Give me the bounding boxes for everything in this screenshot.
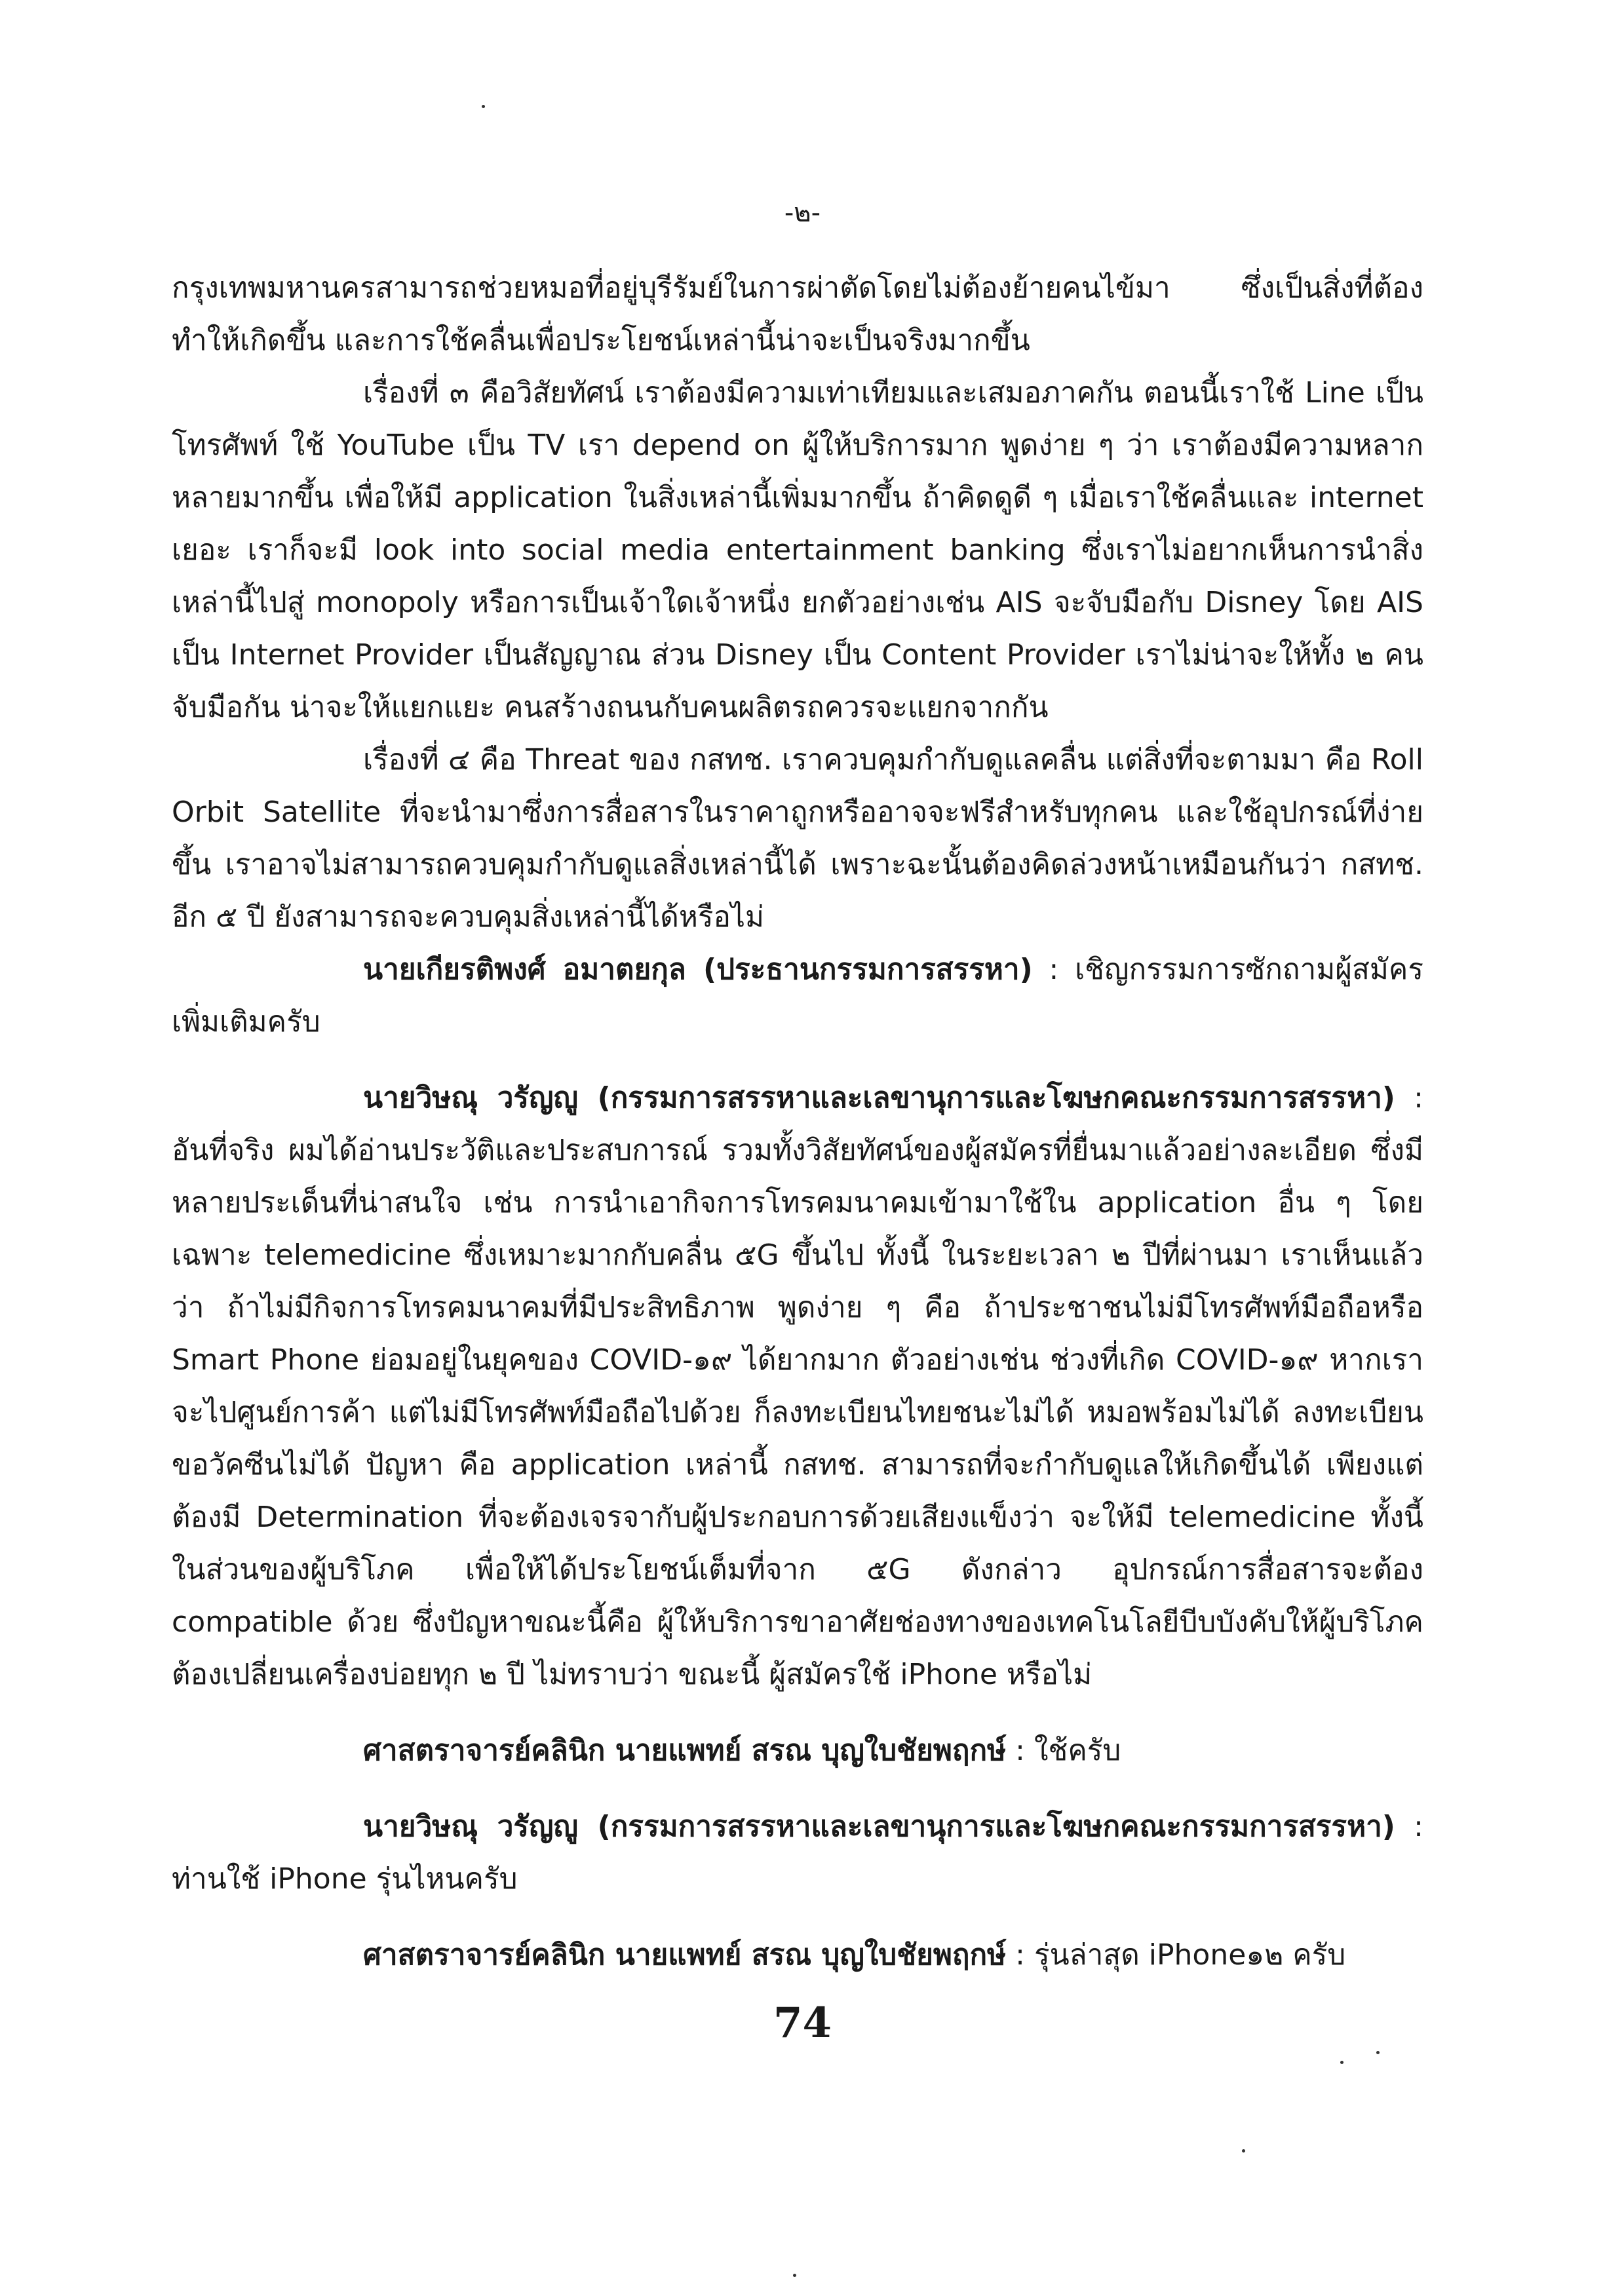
paragraph-text: เรื่องที่ ๔ คือ Threat ของ กสทช. เราควบคุมกำกับดูแลคลื่น แต่สิ่งที่จะตามมา คือ Roll Orbit Satellite ที่จะนำมาซึ่งการสื่อสารในราคาถูกหรืออาจจะฟรีสำหรับทุกคน และใช้อุปกรณ์ที่ง่ายขึ้น เราอาจไม่สามารถควบคุมกำกับดูแลสิ่งเหล่านี้ได้ เพราะฉะนั้นต้องคิดล่วงหน้าเหมือนกันว่า กสทช. อีก ๕ ปี ยังสามารถจะควบคุมสิ่งเหล่านี้ได้หรือไม่	[172, 743, 1423, 934]
speaker-name: นายเกียรติพงศ์ อมาตยกุล (ประธานกรรมการสรรหา)	[363, 953, 1033, 986]
speaker-statement: : อันที่จริง ผมได้อ่านประวัติและประสบการณ์ รวมทั้งวิสัยทัศน์ของผู้สมัครที่ยื่นมาแล้วอย่างละเอียด ซึ่งมีหลายประเด็นที่น่าสนใจ เช่น การนำเอากิจการโทรคมนาคมเข้ามาใช้ใน application อื่น ๆ โดยเฉพาะ telemedicine ซึ่งเหมาะมากกับคลื่น ๕G ขึ้นไป ทั้งนี้ ในระยะเวลา ๒ ปีที่ผ่านมา เราเห็นแล้วว่า ถ้าไม่มีกิจการโทรคมนาคมที่มีประสิทธิภาพ พูดง่าย ๆ คือ ถ้าประชาชนไม่มีโทรศัพท์มือถือหรือ Smart Phone ย่อมอยู่ในยุคของ COVID-๑๙ ได้ยากมาก ตัวอย่างเช่น ช่วงที่เกิด COVID-๑๙ หากเราจะไปศูนย์การค้า แต่ไม่มีโทรศัพท์มือถือไปด้วย ก็ลงทะเบียนไทยชนะไม่ได้ หมอพร้อมไม่ได้ ลงทะเบียนขอวัคซีนไม่ได้ ปัญหา คือ application เหล่านี้ กสทช. สามารถที่จะกำกับดูแลให้เกิดขึ้นได้ เพียงแต่ต้องมี Determination ที่จะต้องเจรจากับผู้ประกอบการด้วยเสียงแข็งว่า จะให้มี telemedicine ทั้งนี้ ในส่วนของผู้บริโภค เพื่อให้ได้ประโยชน์เต็มที่จาก ๕G ดังกล่าว อุปกรณ์การสื่อสารจะต้อง compatible ด้วย ซึ่งปัญหาขณะนี้คือ ผู้ให้บริการขาอาศัยช่องทางของเทคโนโลยีบีบบังคับให้ผู้บริโภคต้องเปลี่ยนเครื่องบ่อยทุก ๒ ปี ไม่ทราบว่า ขณะนี้ ผู้สมัครใช้ iPhone หรือไม่	[172, 1081, 1423, 1691]
speaker-name: ศาสตราจารย์คลินิก นายแพทย์ สรณ บุญใบชัยพฤกษ์	[363, 1938, 1007, 1972]
paragraph-threat	[172, 734, 1423, 944]
scan-speck	[1376, 2051, 1380, 2054]
speaker-turn-candidate	[172, 1929, 1423, 1981]
speaker-statement: : รุ่นล่าสุด iPhone๑๒ ครับ	[1006, 1938, 1346, 1972]
speaker-name: นายวิษณุ วรัญญู (กรรมการสรรหาและเลขานุการและโฆษกคณะกรรมการสรรหา)	[363, 1810, 1395, 1843]
paragraph-text: เรื่องที่ ๓ คือวิสัยทัศน์ เราต้องมีความเท่าเทียมและเสมอภาคกัน ตอนนี้เราใช้ Line เป็นโทรศัพท์ ใช้ YouTube เป็น TV เรา depend on ผู้ให้บริการมาก พูดง่าย ๆ ว่า เราต้องมีความหลากหลายมากขึ้น เพื่อให้มี application ในสิ่งเหล่านี้เพิ่มมากขึ้น ถ้าคิดดูดี ๆ เมื่อเราใช้คลื่นและ internet เยอะ เราก็จะมี look into social media entertainment banking ซึ่งเราไม่อยากเห็นการนำสิ่งเหล่านี้ไปสู่ monopoly หรือการเป็นเจ้าใดเจ้าหนึ่ง ยกตัวอย่างเช่น AIS จะจับมือกับ Disney โดย AIS เป็น Internet Provider เป็นสัญญาณ ส่วน Disney เป็น Content Provider เราไม่น่าจะให้ทั้ง ๒ คนจับมือกัน น่าจะให้แยกแยะ คนสร้างถนนกับคนผลิตรถควรจะแยกจากกัน	[172, 376, 1423, 724]
paragraph-vision	[172, 367, 1423, 734]
scan-speck	[1340, 2061, 1344, 2064]
speaker-turn-secretary	[172, 1801, 1423, 1905]
paragraph-text: กรุงเทพมหานครสามารถช่วยหมอที่อยู่บุรีรัมย์ในการผ่าตัดโดยไม่ต้องย้ายคนไข้มา ซึ่งเป็นสิ่งที่ต้องทำให้เกิดขึ้น และการใช้คลื่นเพื่อประโยชน์เหล่านี้น่าจะเป็นจริงมากขึ้น	[172, 271, 1423, 357]
page-marker: -๒-	[784, 198, 821, 228]
speaker-statement: : เชิญกรรมการซักถามผู้สมัครเพิ่มเติมครับ	[172, 953, 1423, 1039]
speaker-name: ศาสตราจารย์คลินิก นายแพทย์ สรณ บุญใบชัยพฤกษ์	[363, 1734, 1007, 1767]
speaker-name: นายวิษณุ วรัญญู (กรรมการสรรหาและเลขานุการและโฆษกคณะกรรมการสรรหา)	[363, 1081, 1395, 1115]
speaker-statement: : ท่านใช้ iPhone รุ่นไหนครับ	[172, 1810, 1423, 1896]
speaker-turn-candidate	[172, 1725, 1423, 1777]
document-body	[172, 262, 1423, 1981]
paragraph-continuation	[172, 262, 1423, 367]
speaker-turn-secretary	[172, 1072, 1423, 1701]
speaker-turn-chair	[172, 944, 1423, 1048]
scan-speck	[793, 2274, 796, 2277]
scan-speck	[482, 105, 485, 108]
page-number: 74	[773, 1999, 832, 2048]
scan-speck	[1242, 2149, 1245, 2152]
speaker-statement: : ใช้ครับ	[1006, 1734, 1121, 1767]
